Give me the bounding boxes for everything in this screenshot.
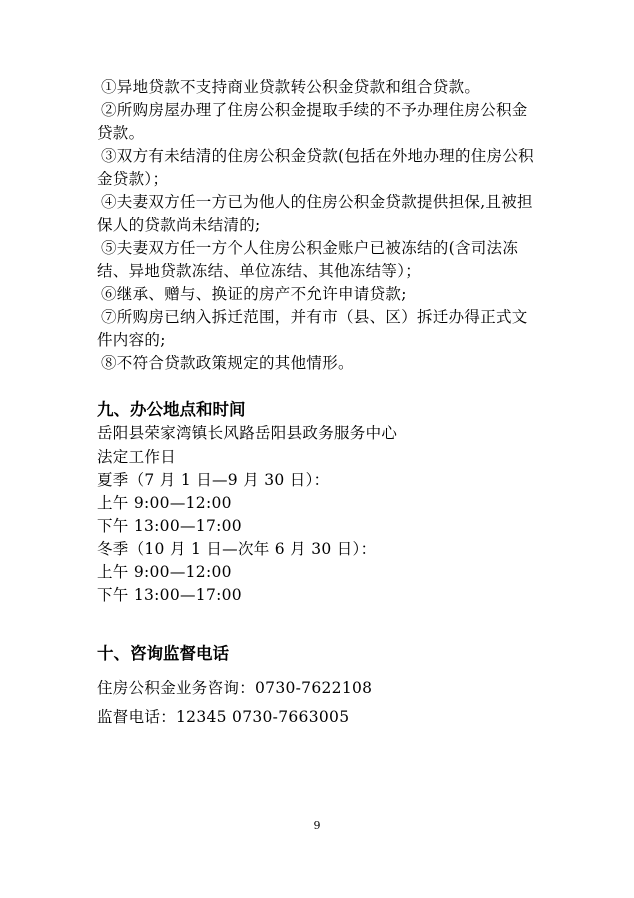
summer-label: 夏季（7 月 1 日—9 月 30 日）： bbox=[97, 471, 330, 489]
condition-item-5: ⑤夫妻双方任一方个人住房公积金账户已被冻结的(含司法冻结、异地贷款冻结、单位冻结、其他冻结等）； bbox=[97, 239, 519, 280]
summer-afternoon-hours: 下午 13:00—17:00 bbox=[97, 517, 242, 535]
supervise-phone: 监督电话：12345 0730-7663005 bbox=[97, 708, 350, 726]
summer-morning-hours: 上午 9:00—12:00 bbox=[97, 494, 232, 512]
condition-item-3: ③双方有未结清的住房公积金贷款(包括在外地办理的住房公积金贷款）； bbox=[97, 147, 534, 188]
office-address: 岳阳县荣家湾镇长风路岳阳县政务服务中心 bbox=[97, 424, 398, 442]
workdays-label: 法定工作日 bbox=[97, 448, 177, 466]
section-heading-phones: 十、咨询监督电话 bbox=[97, 644, 229, 663]
condition-item-8: ⑧不符合贷款政策规定的其他情形。 bbox=[101, 354, 354, 372]
condition-item-6: ⑥继承、赠与、换证的房产不允许申请贷款; bbox=[101, 285, 407, 303]
winter-label: 冬季（10 月 1 日—次年 6 月 30 日）： bbox=[97, 540, 377, 558]
consult-phone: 住房公积金业务咨询：0730-7622108 bbox=[97, 679, 373, 697]
condition-item-1: ①异地贷款不支持商业贷款转公积金贷款和组合贷款。 bbox=[101, 78, 481, 96]
winter-morning-hours: 上午 9:00—12:00 bbox=[97, 563, 232, 581]
section-heading-office-hours: 九、办公地点和时间 bbox=[97, 400, 246, 419]
condition-item-2: ②所购房屋办理了住房公积金提取手续的不予办理住房公积金贷款。 bbox=[97, 101, 528, 142]
condition-item-7: ⑦所购房已纳入拆迁范围，并有市（县、区）拆迁办得正式文件内容的; bbox=[97, 308, 528, 349]
winter-afternoon-hours: 下午 13:00—17:00 bbox=[97, 586, 242, 604]
condition-item-4: ④夫妻双方任一方已为他人的住房公积金贷款提供担保,且被担保人的贷款尚未结清的; bbox=[97, 193, 533, 234]
page-number: 9 bbox=[313, 819, 321, 832]
